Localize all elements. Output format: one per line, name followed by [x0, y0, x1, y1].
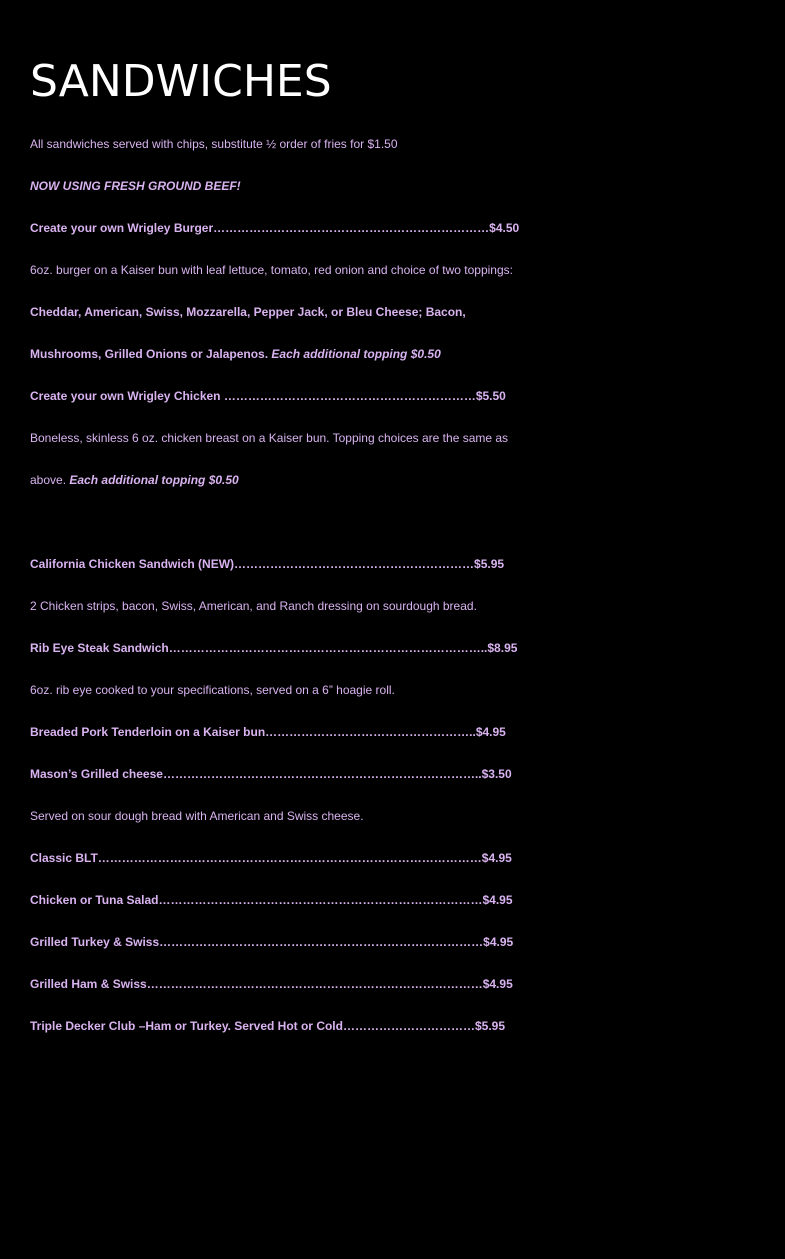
- salad-header: Chicken or Tuna Salad………………………………………………………………………$4.95: [30, 893, 513, 907]
- chicken-desc-cont: above.: [30, 473, 70, 487]
- burger-description: 6oz. burger on a Kaiser bun with leaf lettuce, tomato, red onion and choice of two toppings:: [30, 263, 513, 277]
- menu-content: [30, 133, 520, 1057]
- intro-text: All sandwiches served with chips, substitute ½ order of fries for $1.50: [30, 137, 398, 151]
- grilledcheese-header: Mason’s Grilled cheese……………………………………………………………………..$3.50: [30, 767, 512, 781]
- burger-toppings-line2: [30, 343, 520, 365]
- turkey-header: Grilled Turkey & Swiss………………………………………………………………………$4.95: [30, 935, 514, 949]
- chicken-description: Boneless, skinless 6 oz. chicken breast on a Kaiser bun. Topping choices are the same as: [30, 431, 509, 445]
- notice-text: NOW USING FRESH GROUND BEEF!: [30, 179, 241, 193]
- chicken-extra-topping: Each additional topping $0.50: [69, 473, 239, 487]
- page-title: SANDWICHES: [30, 56, 332, 107]
- burger-extra-topping: Each additional topping $0.50: [271, 347, 441, 361]
- ham-header: Grilled Ham & Swiss…………………………………………………………………………$4.95: [30, 977, 513, 991]
- spacer: [30, 511, 520, 553]
- blt-header: Classic BLT……………………………………………………………………………………$4.95: [30, 851, 512, 865]
- chicken-description-line2: [30, 469, 520, 491]
- chicken-header: Create your own Wrigley Chicken ………………………………………………………$5.50: [30, 389, 506, 403]
- burger-header: Create your own Wrigley Burger……………………………………………………………$4.50: [30, 221, 520, 235]
- club-header: Triple Decker Club –Ham or Turkey. Served Hot or Cold……………………………$5.95: [30, 1019, 506, 1033]
- ribeye-header: Rib Eye Steak Sandwich……………………………………………………………………..$8.95: [30, 641, 518, 655]
- grilledcheese-description: Served on sour dough bread with American and Swiss cheese.: [30, 809, 364, 823]
- burger-toppings-cont: Mushrooms, Grilled Onions or Jalapenos.: [30, 347, 272, 361]
- pork-header: Breaded Pork Tenderloin on a Kaiser bun……………………………………………..$4.95: [30, 725, 506, 739]
- ribeye-description: 6oz. rib eye cooked to your specifications, served on a 6” hoagie roll.: [30, 683, 395, 697]
- burger-toppings: Cheddar, American, Swiss, Mozzarella, Pepper Jack, or Bleu Cheese; Bacon,: [30, 305, 466, 319]
- california-description: 2 Chicken strips, bacon, Swiss, American, and Ranch dressing on sourdough bread.: [30, 599, 477, 613]
- california-header: California Chicken Sandwich (NEW)……………………………………………………$5.95: [30, 557, 505, 571]
